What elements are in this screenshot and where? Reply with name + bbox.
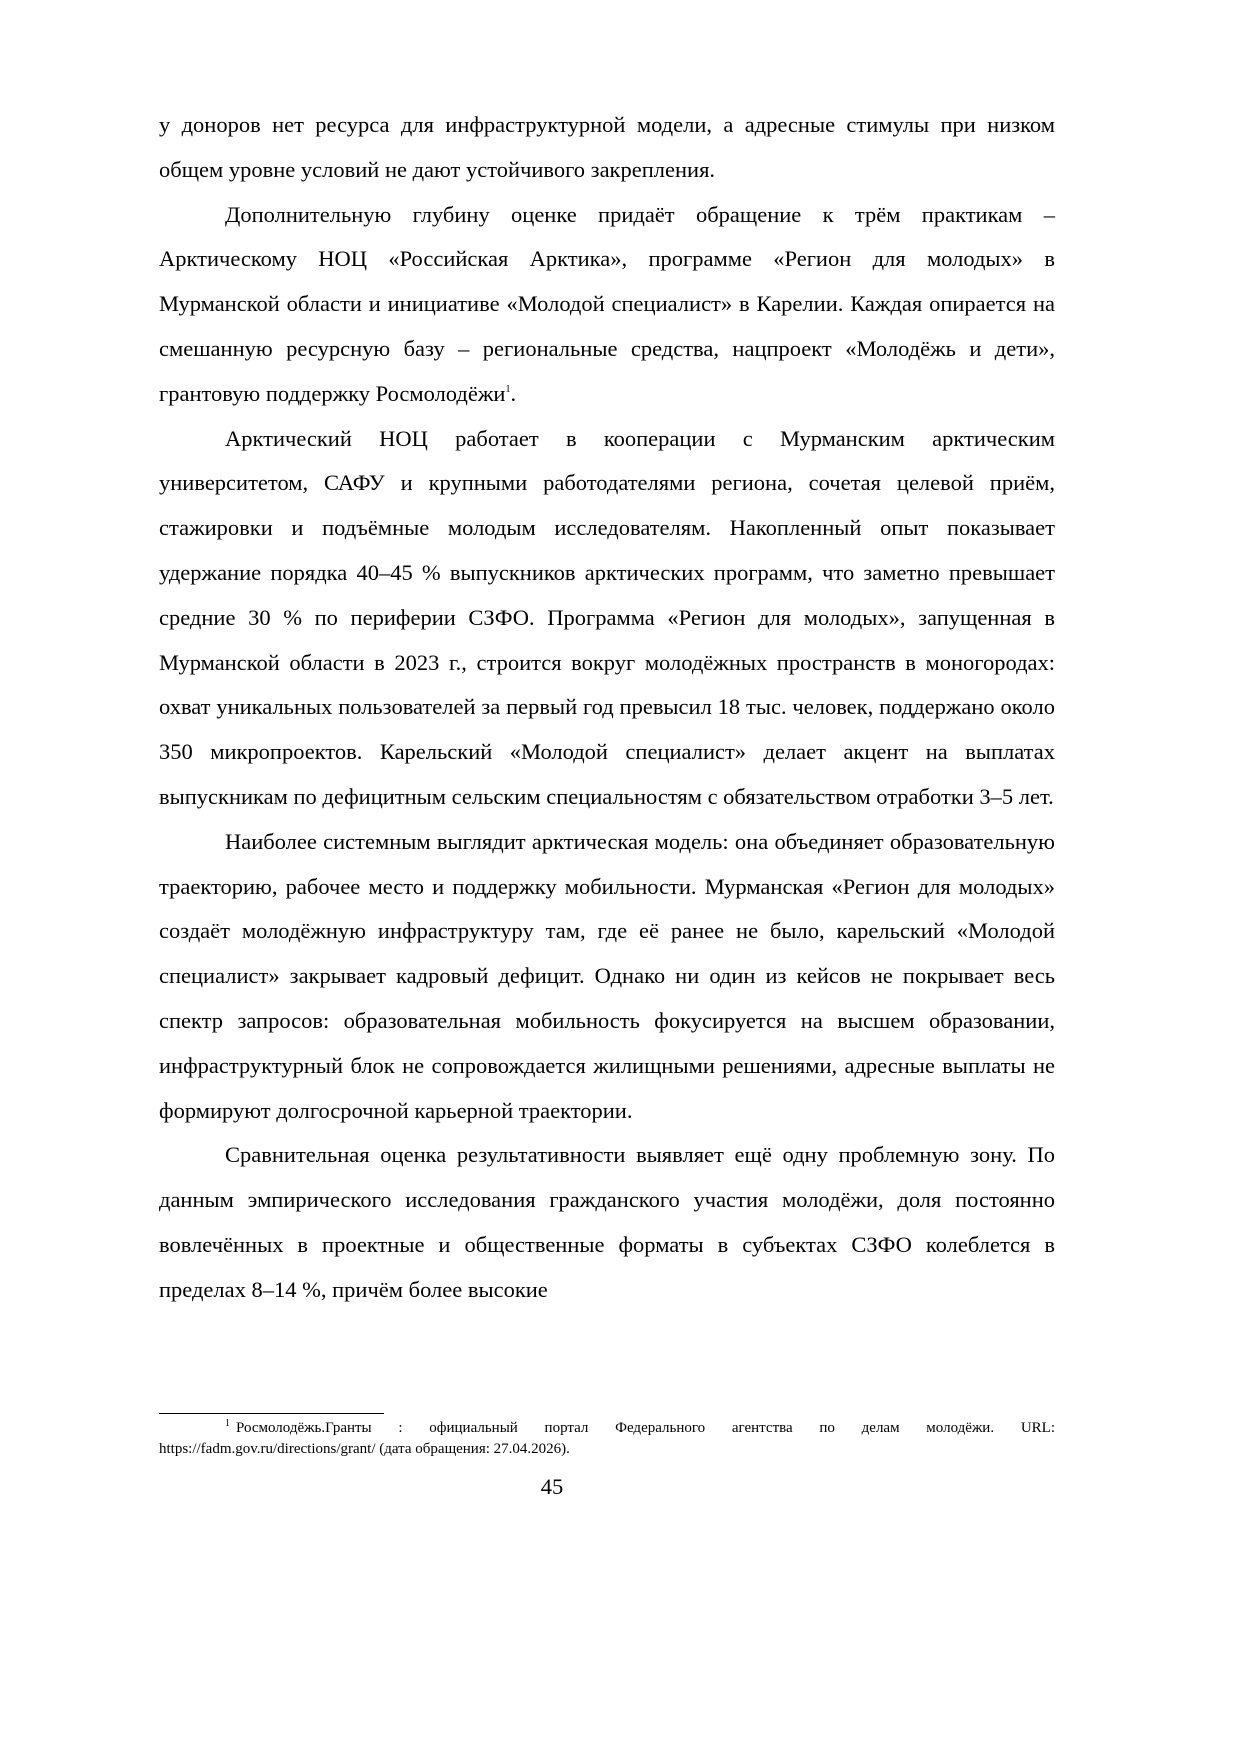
page-number: 45 (540, 1474, 564, 1499)
paragraph-2 (159, 193, 1055, 417)
footnote (159, 1418, 1055, 1460)
paragraph-2-end: . (510, 380, 517, 406)
paragraph-1: у доноров нет ресурса для инфраструктурной модели, а адресные стимулы при низком общем уровне условий не дают устойчивого закрепления. (159, 112, 1055, 182)
paragraph-3: Арктический НОЦ работает в кооперации с Мурманским арктическим университетом, САФУ и крупными работодателями региона, сочетая целевой приём, стажировки и подъёмные молодым исследователям. Накопленный опыт показывает удержание порядка 40–45 % выпускников арктических программ, что заметно превышает средние 30 % по периферии СЗФО. Программа «Регион для молодых», запущенная в Мурманской области в 2023 г., строится вокруг молодёжных пространств в моногородах: охват уникальных пользователей за первый год превысил 18 тыс. человек, поддержано около 350 микропроектов. Карельский «Молодой специалист» делает акцент на выплатах выпускникам по дефицитным сельским специальностям с обязательством отработки 3–5 лет. (159, 425, 1055, 809)
footnote-separator (159, 1413, 384, 1414)
footnote-reference[interactable]: 1 (505, 383, 511, 395)
body-text (159, 103, 1055, 1313)
paragraph-2-text: Дополнительную глубину оценке придаёт обращение к трём практикам – Арктическому НОЦ «Российская Арктика», программе «Регион для молодых» в Мурманской области и инициативе «Молодой специалист» в Карелии. Каждая опирается на смешанную ресурсную базу – региональные средства, нацпроект «Молодёжь и дети», грантовую поддержку Росмолодёжи (159, 201, 1055, 406)
footnote-text: Росмолодёжь.Гранты : официальный портал Федерального агентства по делам молодёжи. URL: https://fadm.gov.ru/directions/grant/ (дата обращения: 27.04.2026). (159, 1420, 1055, 1457)
footnote-entry (159, 1418, 1055, 1460)
paragraph-5: Сравнительная оценка результативности выявляет ещё одну проблемную зону. По данным эмпирического исследования гражданского участия молодёжи, доля постоянно вовлечённых в проектные и общественные форматы в субъектах СЗФО колеблется в пределах 8–14 %, причём более высокие (159, 1142, 1055, 1302)
paragraph-4: Наиболее системным выглядит арктическая модель: она объединяет образовательную траекторию, рабочее место и поддержку мобильности. Мурманская «Регион для молодых» создаёт молодёжную инфраструктуру там, где её ранее не было, карельский «Молодой специалист» закрывает кадровый дефицит. Однако ни один из кейсов не покрывает весь спектр запросов: образовательная мобильность фокусируется на высшем образовании, инфраструктурный блок не сопровождается жилищными решениями, адресные выплаты не формируют долгосрочной карьерной траектории. (159, 828, 1055, 1123)
footnote-number: 1 (225, 1418, 230, 1429)
